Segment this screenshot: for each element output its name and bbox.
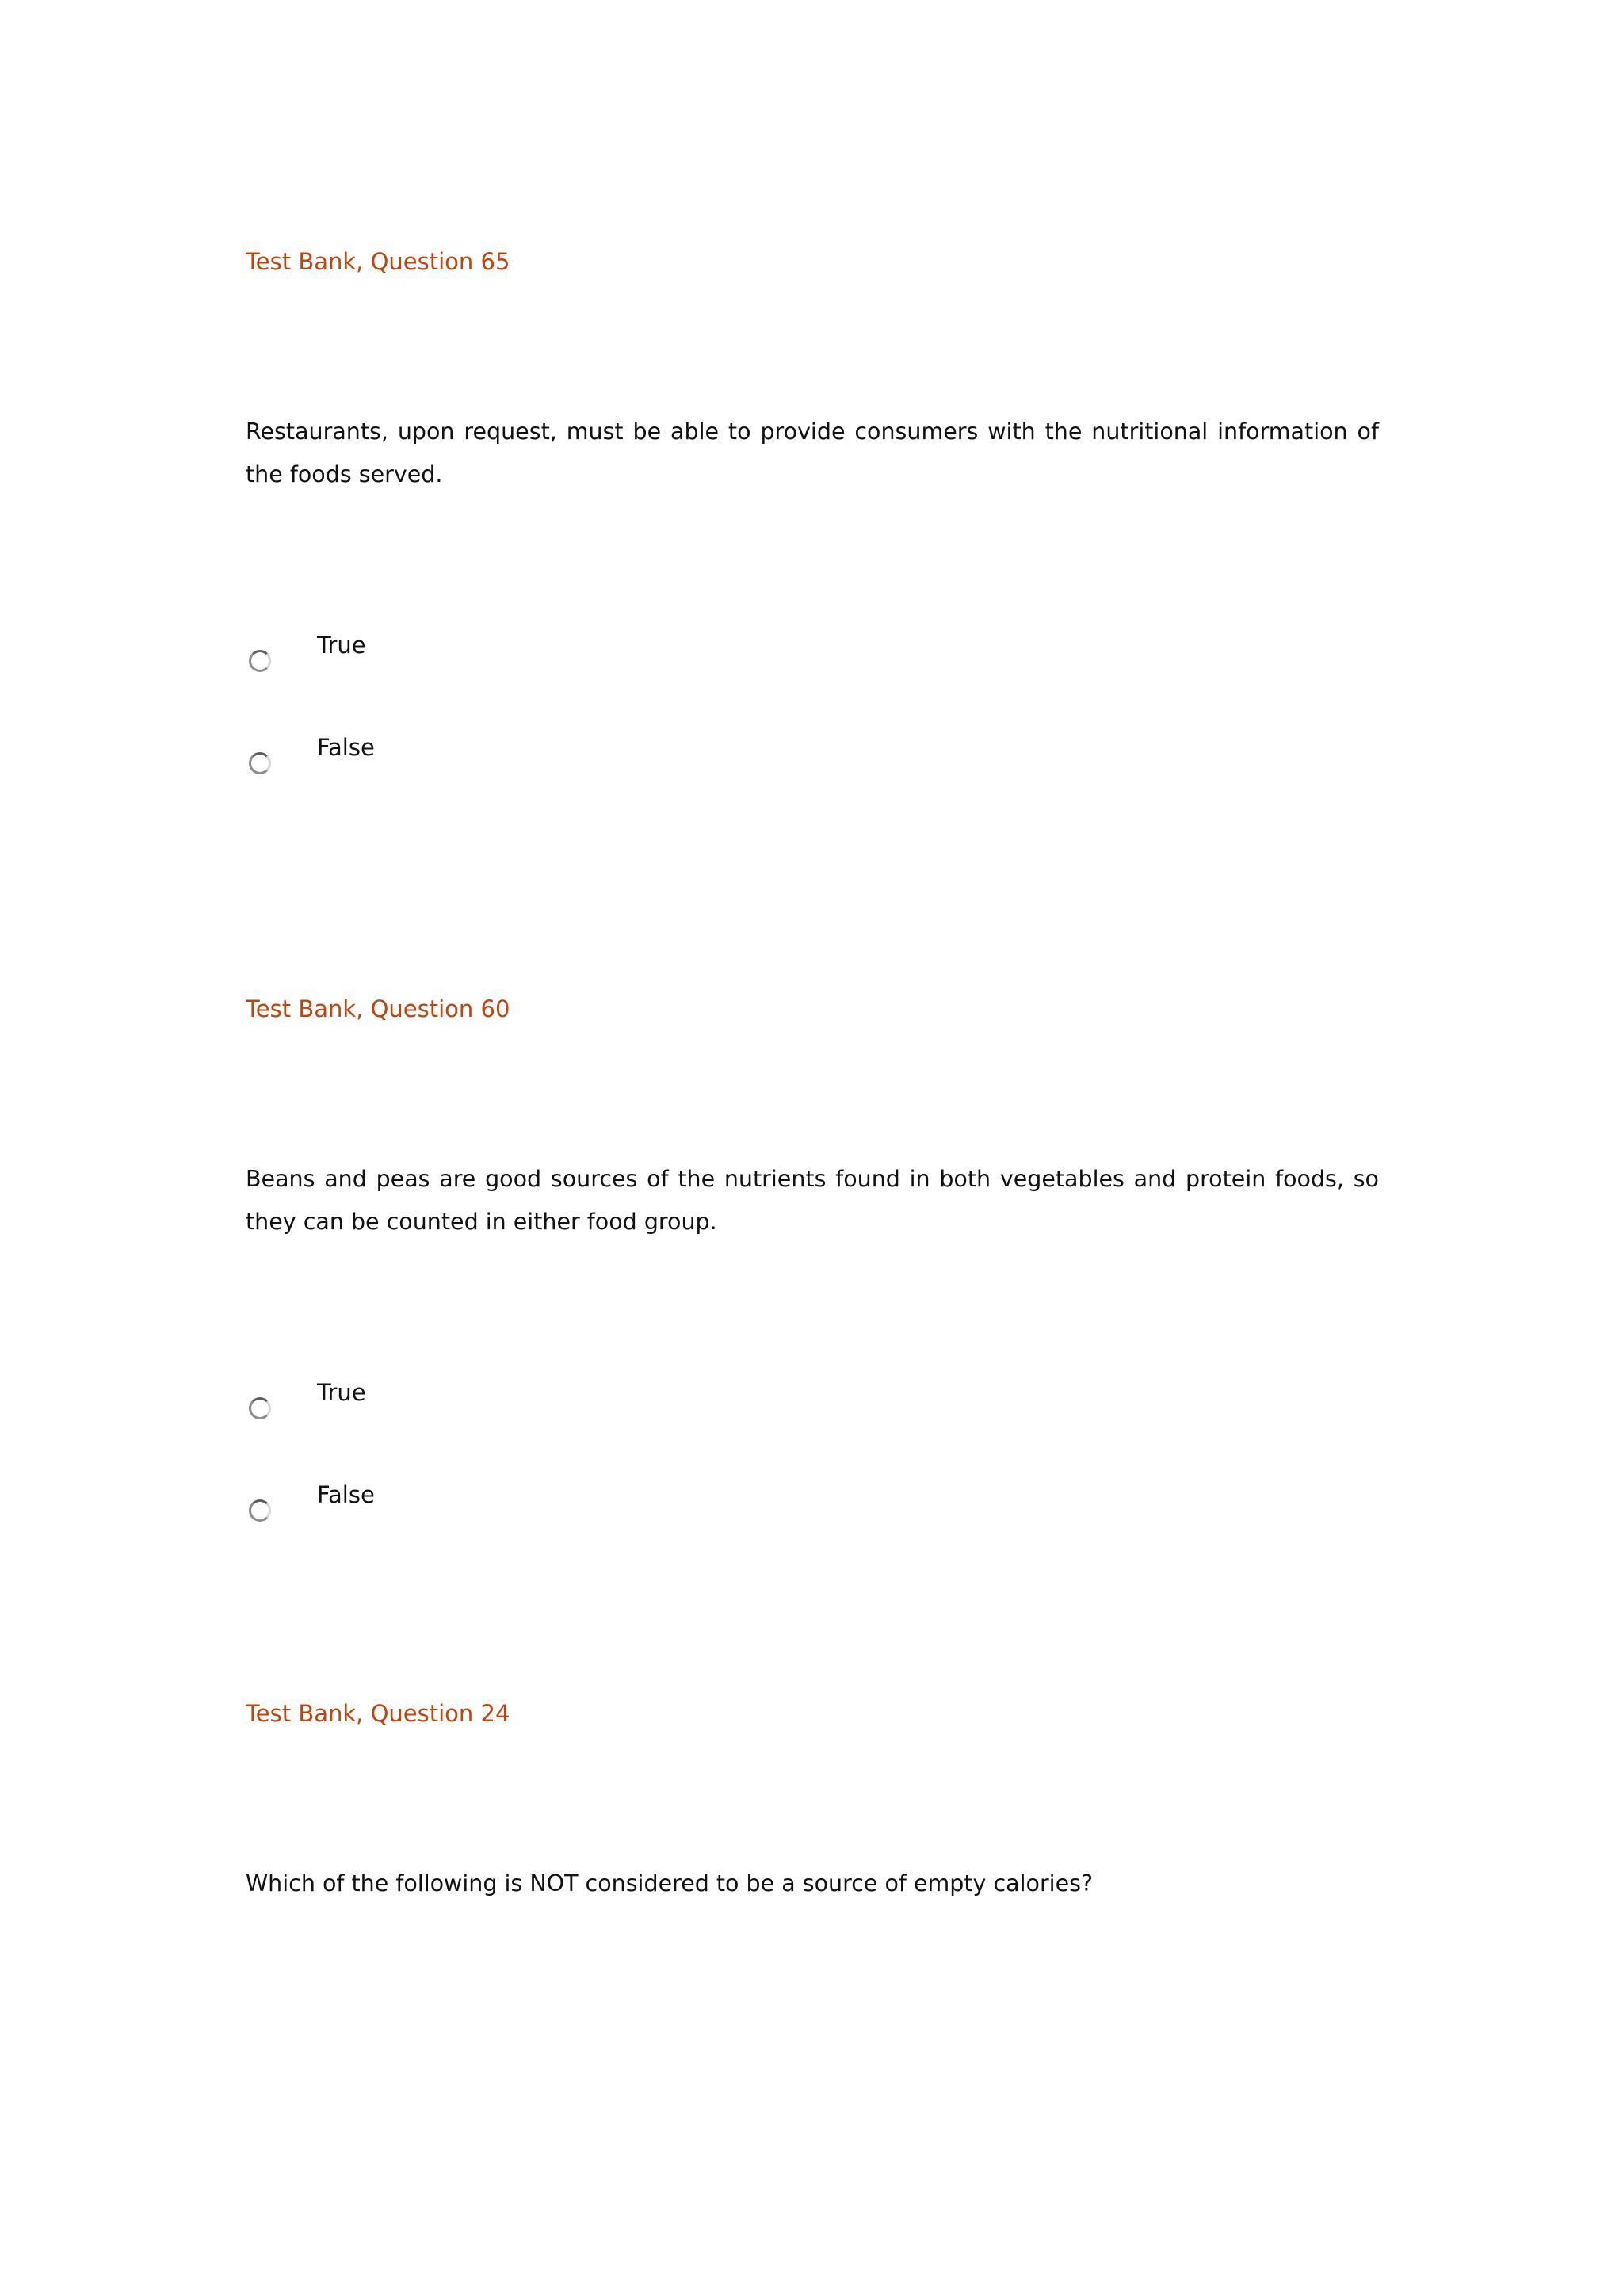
question-text: Restaurants, upon request, must be able to provide consumers with the nutritional information of the foods served. [246,418,1379,487]
question-title: Test Bank, Question 65 [246,248,510,275]
option-label: False [317,1481,375,1508]
option-true[interactable] [246,1378,563,1426]
option-label: True [317,1379,366,1406]
question-text: Beans and peas are good sources of the nutrients found in both vegetables and protein foods, so they can be counted in either food group. [246,1166,1379,1235]
radio-button-icon[interactable] [249,1397,271,1419]
option-true[interactable] [246,631,563,678]
option-label: False [317,734,375,761]
radio-button-icon[interactable] [249,650,271,672]
question-text: Which of the following is NOT considered to be a source of empty calories? [246,1870,1094,1897]
question-title: Test Bank, Question 24 [246,1700,510,1727]
option-false[interactable] [246,733,563,781]
option-label: True [317,632,366,659]
option-false[interactable] [246,1480,563,1528]
question-title: Test Bank, Question 60 [246,995,510,1022]
radio-button-icon[interactable] [249,752,271,774]
radio-button-icon[interactable] [249,1499,271,1522]
